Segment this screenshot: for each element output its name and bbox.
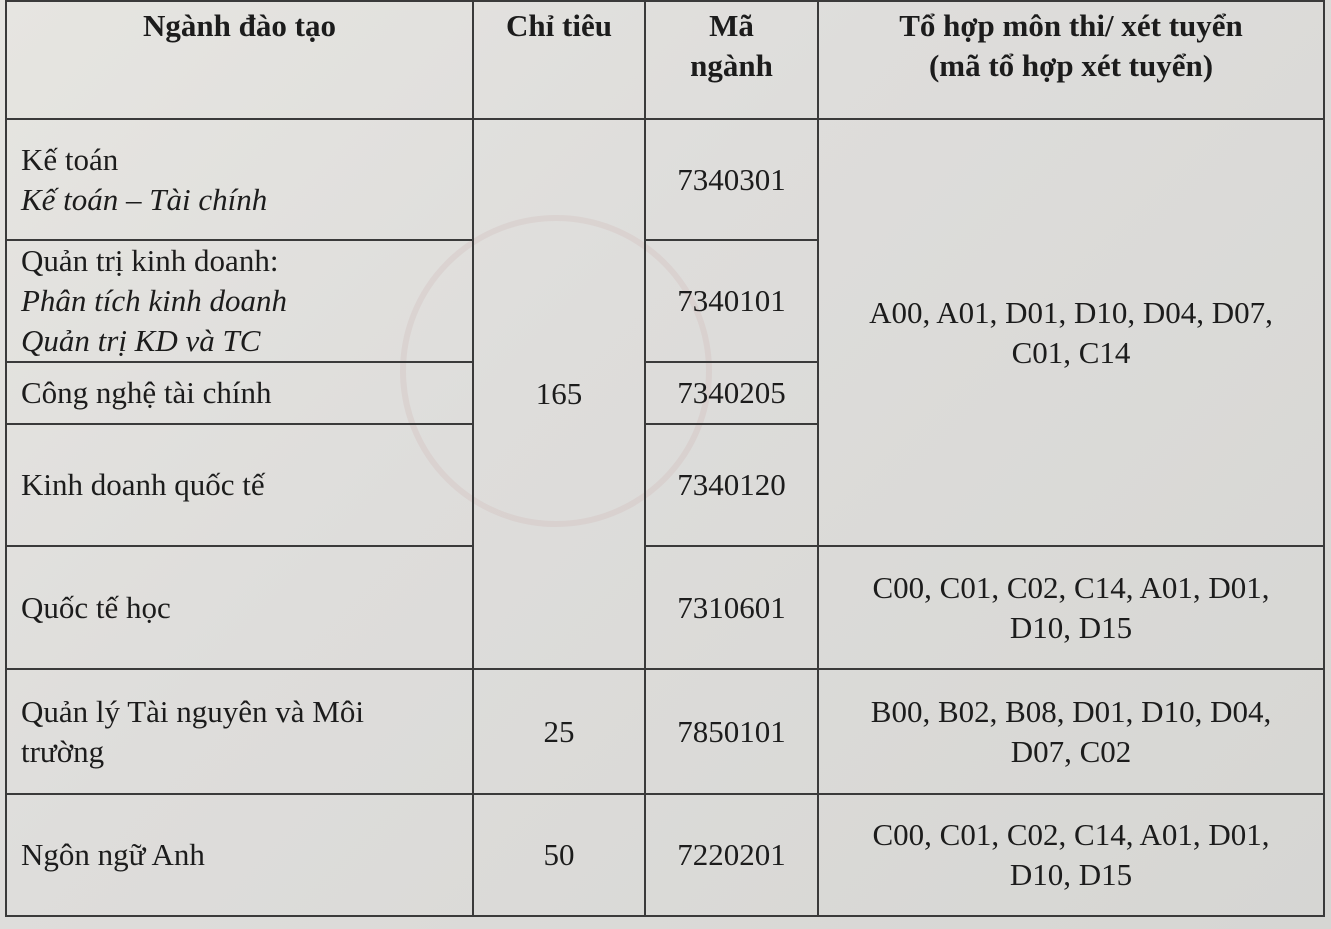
code-cell <box>645 362 818 424</box>
combo-cell-group-c <box>818 669 1324 794</box>
combo-line1: C00, C01, C02, C14, A01, D01, <box>872 569 1270 605</box>
combo-cell-group-b <box>818 546 1324 669</box>
quota-cell <box>473 669 645 794</box>
code-cell <box>645 669 818 794</box>
program-code: 7340205 <box>677 375 786 410</box>
program-code: 7340120 <box>677 467 786 502</box>
program-specialization: Quản trị KD và TC <box>21 323 261 358</box>
code-cell <box>645 119 818 240</box>
program-code: 7340101 <box>677 283 786 318</box>
program-name-line1: Quản lý Tài nguyên và Môi <box>21 693 364 729</box>
code-cell <box>645 424 818 546</box>
table-row <box>6 546 1324 669</box>
table-row <box>6 119 1324 240</box>
program-cell <box>6 362 473 424</box>
program-code: 7850101 <box>677 713 786 749</box>
combo-cell-group-a <box>818 119 1324 546</box>
program-name: Quốc tế học <box>21 589 171 625</box>
combo-line1: B00, B02, B08, D01, D10, D04, <box>870 693 1272 729</box>
header-combo-line1: Tổ hợp môn thi/ xét tuyển <box>899 8 1243 43</box>
quota-value: 25 <box>543 713 575 749</box>
program-code: 7220201 <box>677 837 786 872</box>
program-specialization: Phân tích kinh doanh <box>21 283 288 318</box>
combo-line2: D07, C02 <box>1010 733 1132 769</box>
header-code-line2: ngành <box>690 48 773 83</box>
header-program <box>6 1 473 119</box>
quota-value: 165 <box>535 376 583 411</box>
quota-value: 50 <box>543 837 575 872</box>
program-name: Kế toán <box>21 141 119 177</box>
quota-cell-shared <box>473 119 645 669</box>
header-quota-label: Chỉ tiêu <box>506 8 612 43</box>
code-cell <box>645 794 818 916</box>
combo-cell-group-d <box>818 794 1324 916</box>
combo-line2: D10, D15 <box>1009 857 1133 892</box>
combo-line2: C01, C14 <box>1011 334 1131 370</box>
combo-line1: C00, C01, C02, C14, A01, D01, <box>872 817 1270 852</box>
header-quota <box>473 1 645 119</box>
program-cell <box>6 794 473 916</box>
program-code: 7310601 <box>677 589 786 625</box>
code-cell <box>645 240 818 362</box>
code-cell <box>645 546 818 669</box>
program-cell <box>6 119 473 240</box>
combo-line2: D10, D15 <box>1009 609 1133 645</box>
header-row <box>6 1 1324 119</box>
header-code <box>645 1 818 119</box>
program-cell <box>6 546 473 669</box>
program-name-line2: trường <box>21 733 105 769</box>
program-cell <box>6 240 473 362</box>
program-cell <box>6 424 473 546</box>
program-name: Ngôn ngữ Anh <box>21 837 205 872</box>
table-row <box>6 669 1324 794</box>
header-combo <box>818 1 1324 119</box>
header-program-label: Ngành đào tạo <box>143 8 336 43</box>
table-row <box>6 794 1324 916</box>
program-code: 7340301 <box>677 161 786 197</box>
program-specialization: Kế toán – Tài chính <box>21 181 268 217</box>
combo-line1: A00, A01, D01, D10, D04, D07, <box>869 294 1273 330</box>
admissions-table <box>5 0 1325 917</box>
quota-cell <box>473 794 645 916</box>
program-cell <box>6 669 473 794</box>
program-name: Quản trị kinh doanh: <box>21 243 279 278</box>
program-name: Kinh doanh quốc tế <box>21 467 265 502</box>
program-name: Công nghệ tài chính <box>21 375 272 410</box>
header-code-line1: Mã <box>709 8 754 43</box>
header-combo-line2: (mã tổ hợp xét tuyển) <box>928 48 1214 83</box>
